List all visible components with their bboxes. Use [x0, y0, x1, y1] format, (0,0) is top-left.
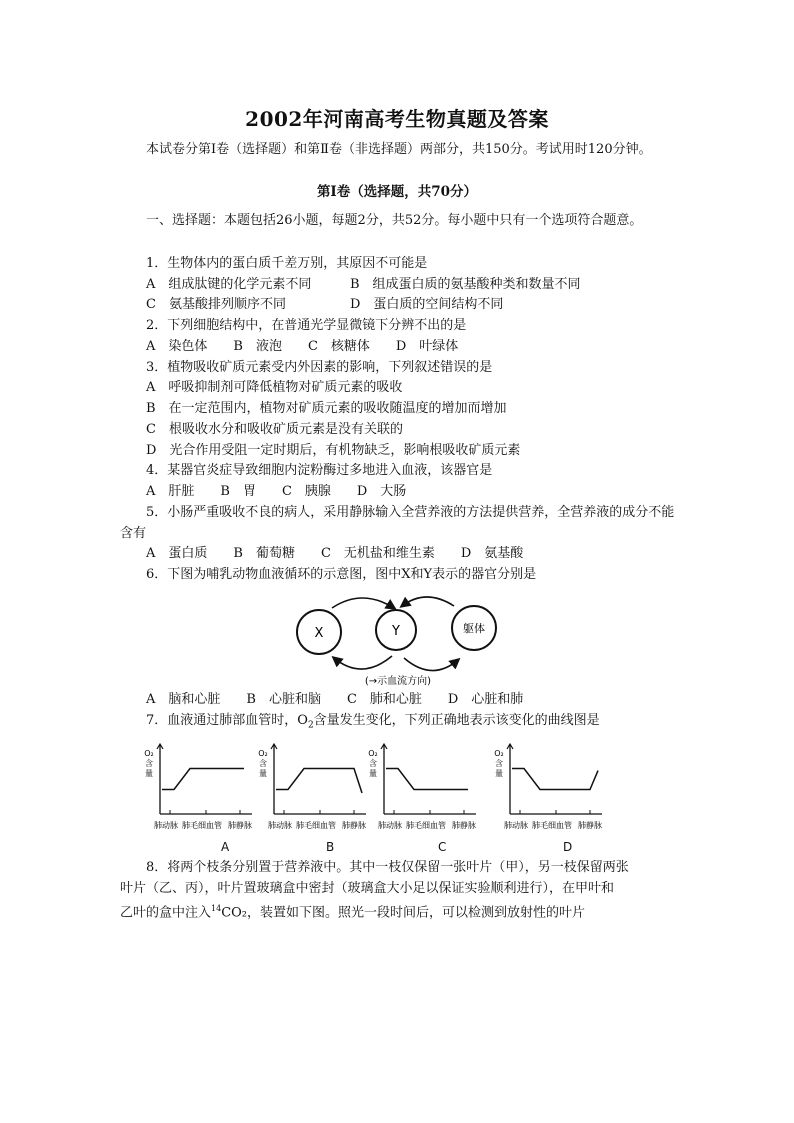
- q3-option-d: D 光合作用受阻一定时期后，有机物缺乏，影响根吸收矿质元素: [146, 443, 521, 458]
- graph-letter-d: D: [563, 840, 573, 854]
- q8-line1: 8．将两个枝条分别置于营养液中。其中一枝仅保留一张叶片（甲），另一枝保留两张: [146, 860, 629, 875]
- body-label: 躯体: [463, 622, 485, 635]
- ylabel-C-0: O₂: [368, 749, 378, 758]
- q8-isotope-sup: 14: [211, 904, 222, 913]
- q8-line3-pre: 乙叶的盒中注入: [120, 905, 212, 921]
- q7-stem-pre: 7．血液通过肺部血管时，O: [146, 713, 308, 728]
- flow-arrow-top-right: [402, 597, 454, 606]
- q8-line3-post: CO₂，装置如下图。照光一段时间后，可以检测到放射性的叶片: [221, 905, 586, 921]
- o2-curve-B: [276, 769, 362, 794]
- ylabel-D-2: 量: [495, 769, 503, 778]
- ylabel-B-0: O₂: [258, 749, 268, 758]
- xlabel-D-2: 肺静脉: [578, 821, 602, 830]
- xlabel-D-1: 肺毛细血管: [532, 821, 572, 830]
- ylabel-C-1: 含: [369, 759, 377, 768]
- ylabel-B-1: 含: [259, 759, 267, 768]
- ylabel-A-0: O₂: [144, 749, 154, 758]
- flow-arrow-bottom-right: [404, 658, 458, 671]
- xlabel-B-1: 肺毛细血管: [296, 821, 336, 830]
- q3-option-a: A 呼吸抑制剂可降低植物对矿质元素的吸收: [146, 380, 403, 395]
- q7-stem: [146, 711, 600, 736]
- flow-arrow-top-left: [332, 598, 394, 608]
- q2-options: A 染色体 B 液泡 C 核糖体 D 叶绿体: [146, 339, 459, 354]
- xlabel-A-2: 肺静脉: [228, 821, 252, 830]
- q4-options: A 肝脏 B 胃 C 胰腺 D 大肠: [146, 484, 407, 499]
- ylabel-C-2: 量: [369, 769, 377, 778]
- q1-option-a: A 组成肽键的化学元素不同: [146, 277, 312, 292]
- ylabel-A-2: 量: [145, 769, 153, 778]
- ylabel-D-0: O₂: [494, 749, 504, 758]
- organ-x-label: X: [314, 626, 324, 641]
- q1-option-c: C 氨基酸排列顺序不同: [146, 297, 286, 312]
- section-title: 第Ⅰ卷（选择题，共70分）: [316, 184, 478, 200]
- q7-stem-sub: 2: [307, 720, 314, 731]
- flow-arrow-bottom-left: [334, 656, 392, 669]
- page-title: 2002年河南高考生物真题及答案: [245, 107, 549, 131]
- q6-options: A 脑和心脏 B 心脏和脑 C 肺和心脏 D 心脏和肺: [146, 692, 524, 707]
- xlabel-C-2: 肺静脉: [452, 821, 476, 830]
- q1-option-d: D 蛋白质的空间结构不同: [350, 297, 504, 312]
- ylabel-D-1: 含: [495, 759, 503, 768]
- graph-letter-b: B: [326, 840, 335, 854]
- xlabel-C-1: 肺毛细血管: [406, 821, 446, 830]
- q5-options: A 蛋白质 B 葡萄糖 C 无机盐和维生素 D 氨基酸: [146, 546, 524, 561]
- q8-line3: [120, 899, 585, 923]
- graph-letter-c: C: [438, 840, 447, 854]
- xlabel-C-0: 肺动脉: [378, 821, 402, 830]
- q6-stem: 6．下图为哺乳动物血液循环的示意图，图中X和Y表示的器官分别是: [146, 567, 537, 582]
- instructions-paragraph: 一、选择题：本题包括26小题，每题2分，共52分。每小题中只有一个选项符合题意。: [146, 213, 643, 228]
- q5-stem: 5．小肠严重吸收不良的病人，采用静脉输入全营养液的方法提供营养，全营养液的成分不能含有: [120, 505, 675, 541]
- q3-stem: 3．植物吸收矿质元素受内外因素的影响，下列叙述错误的是: [146, 360, 493, 375]
- xlabel-B-2: 肺静脉: [342, 821, 366, 830]
- organ-y-label: Y: [392, 624, 400, 639]
- ylabel-A-1: 含: [145, 759, 153, 768]
- q1-option-b: B 组成蛋白质的氨基酸种类和数量不同: [350, 277, 581, 292]
- q4-stem: 4．某器官炎症导致细胞内淀粉酶过多地进入血液，该器官是: [146, 463, 493, 478]
- o2-curve-A: [162, 769, 244, 790]
- q1-stem: 1．生物体内的蛋白质千差万别，其原因不可能是: [146, 256, 428, 271]
- diagram-caption: (→示血流方向): [364, 676, 432, 687]
- q3-option-b: B 在一定范围内，植物对矿质元素的吸收随温度的增加而增加: [146, 401, 507, 416]
- o2-curve-D: [512, 769, 598, 790]
- q7-stem-post: 含量发生变化，下列正确地表示该变化的曲线图是: [313, 713, 600, 728]
- q8-line2: 叶片（乙、丙），叶片置玻璃盒中密封（玻璃盒大小足以保证实验顺利进行），在甲叶和: [120, 881, 615, 896]
- o2-curve-graphs: [138, 738, 658, 840]
- intro-paragraph: 本试卷分第Ⅰ卷（选择题）和第Ⅱ卷（非选择题）两部分，共150分。考试用时120分钟。: [146, 142, 652, 157]
- q3-option-c: C 根吸收水分和吸收矿质元素是没有关联的: [146, 422, 403, 437]
- xlabel-A-1: 肺毛细血管: [182, 821, 222, 830]
- o2-curve-C: [386, 769, 468, 790]
- q2-stem: 2．下列细胞结构中，在普通光学显微镜下分辨不出的是: [146, 318, 467, 333]
- circulation-diagram: [292, 586, 504, 690]
- xlabel-A-0: 肺动脉: [154, 821, 178, 830]
- xlabel-D-0: 肺动脉: [504, 821, 528, 830]
- xlabel-B-0: 肺动脉: [268, 821, 292, 830]
- ylabel-B-2: 量: [259, 769, 267, 778]
- graph-letter-a: A: [221, 840, 230, 854]
